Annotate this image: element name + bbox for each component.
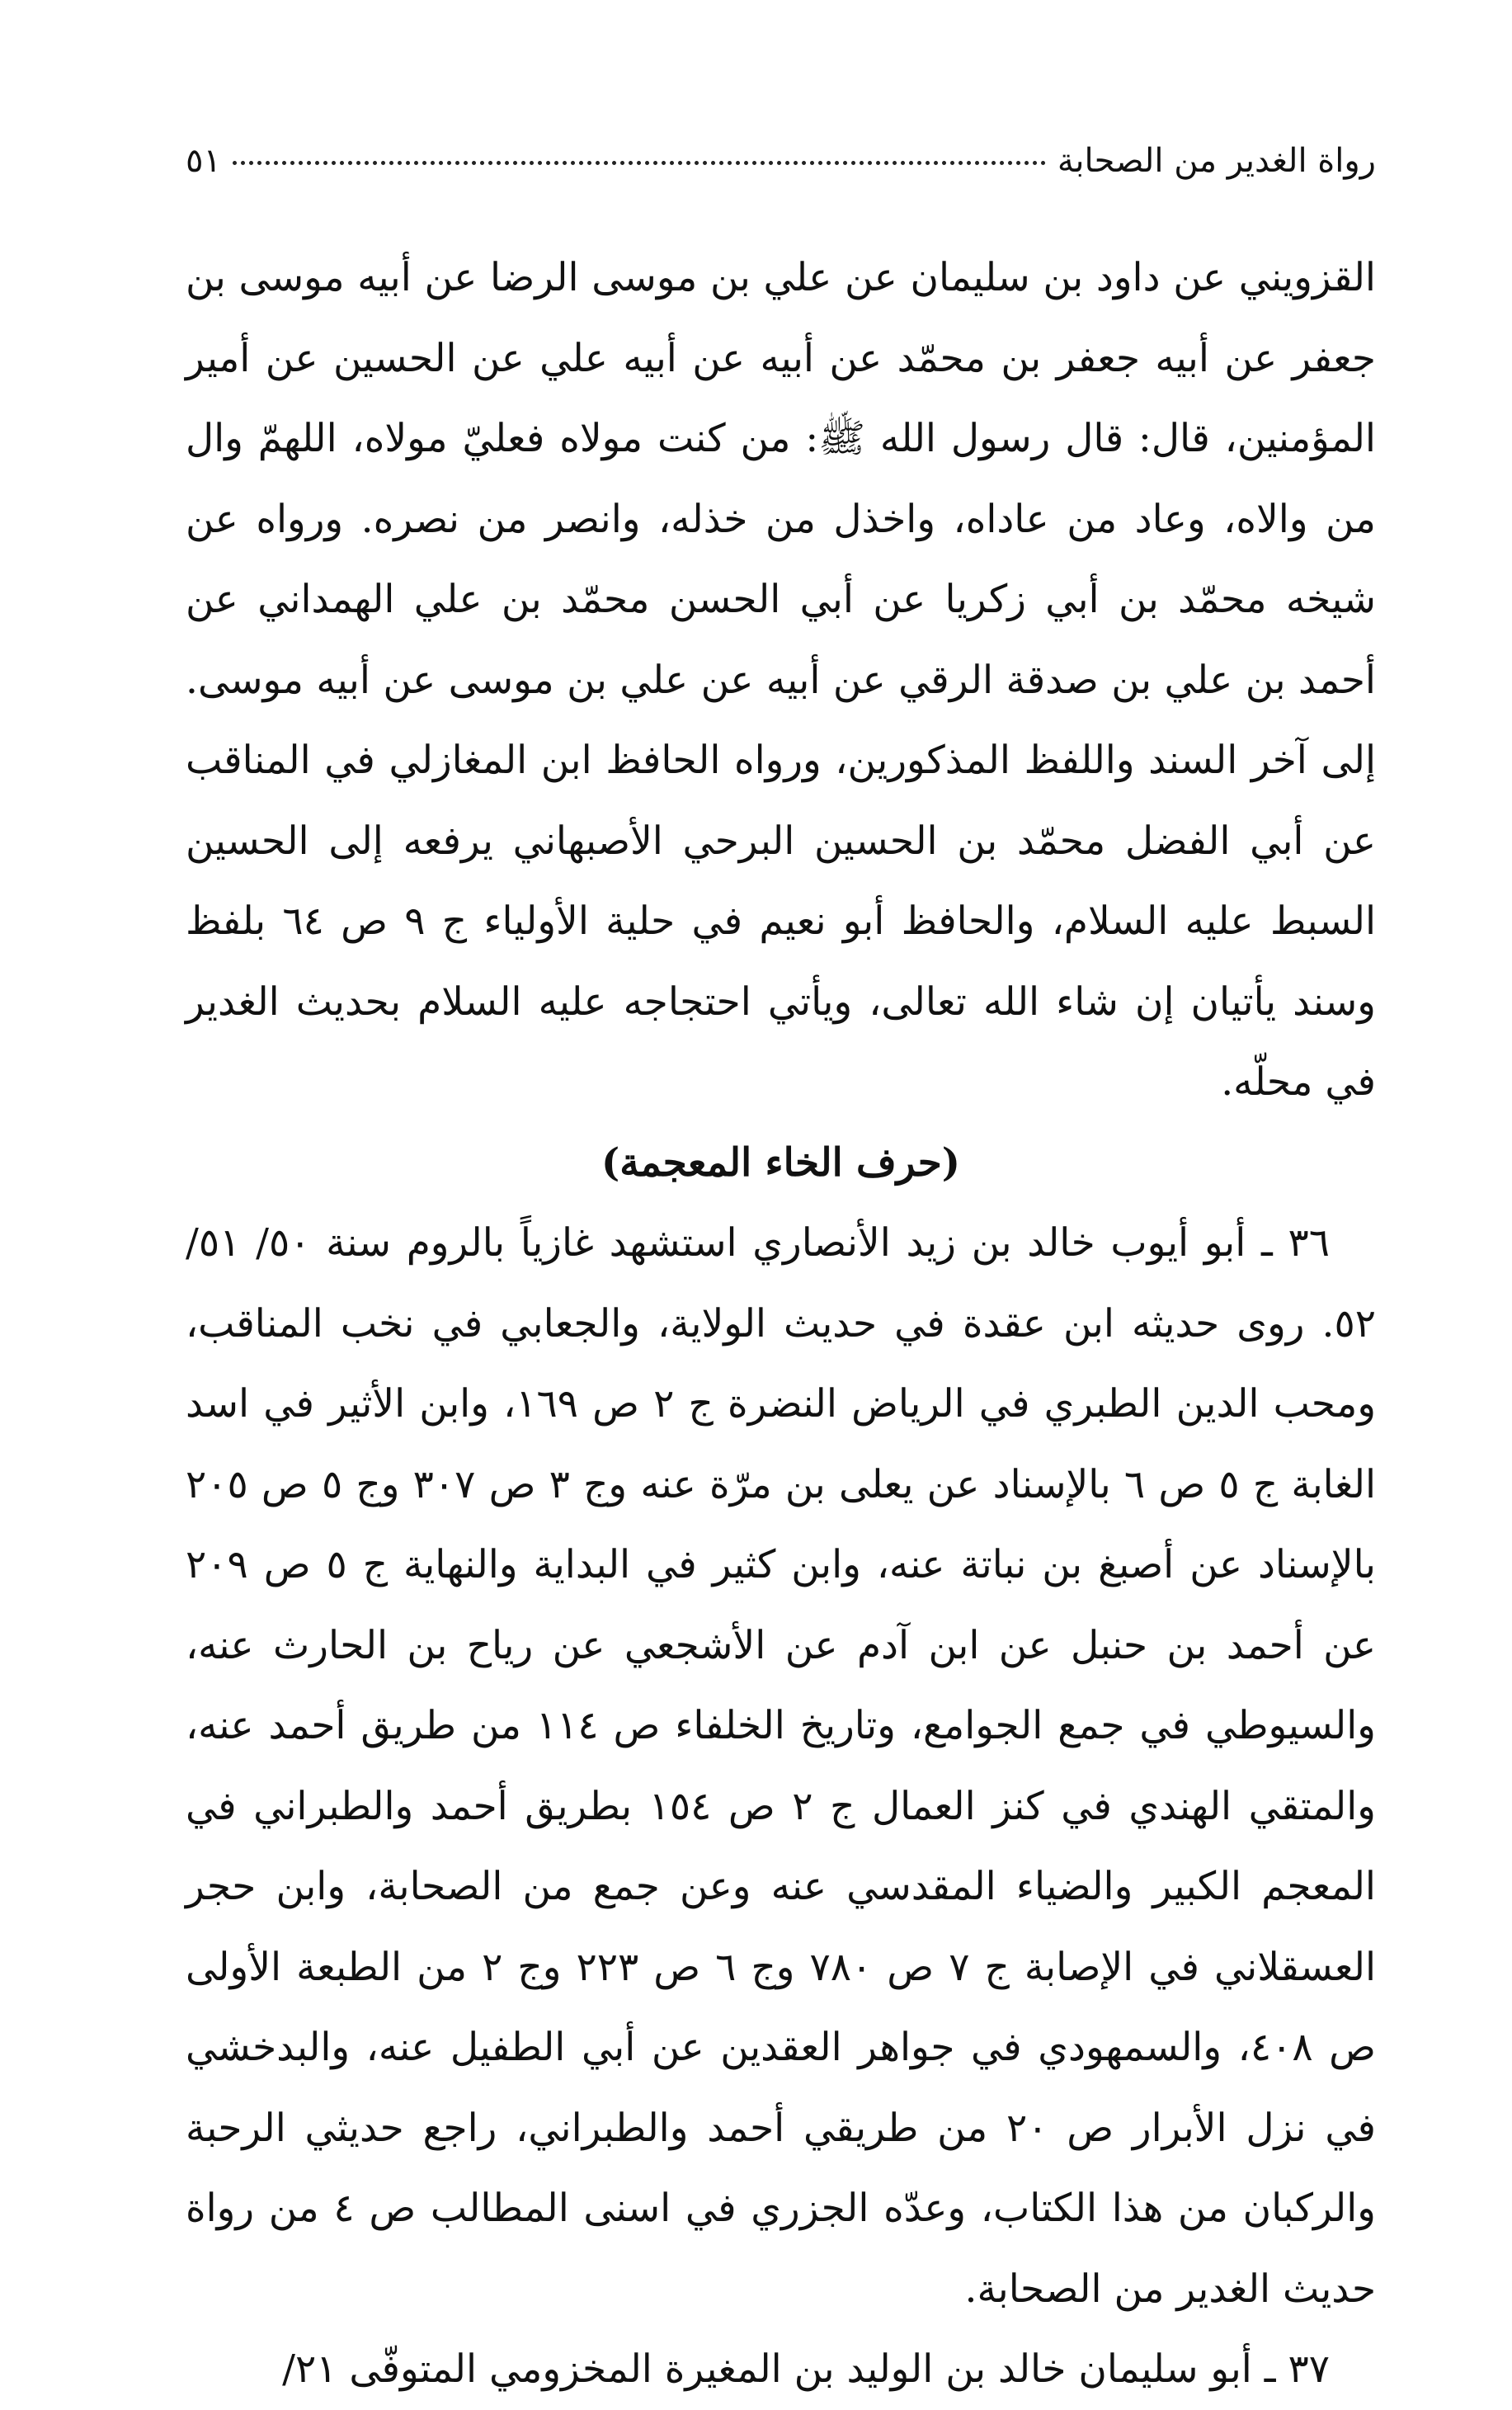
running-header bbox=[186, 136, 1376, 186]
section-heading: (حرف الخاء المعجمة) bbox=[601, 1139, 960, 1186]
paragraph-continuation: القزويني عن داود بن سليمان عن علي بن موسى الرضا عن أبيه موسى بن جعفر عن أبيه جعفر بن محمّد عن أبيه عن أبيه علي عن الحسين عن أمير المؤمنين، قال: قال رسول الله ﷺ: من كنت مولاه فعليّ مولاه، اللهمّ وال من والاه، وعاد من عاداه، واخذل من خذله، وانصر من نصره. ورواه عن شيخه محمّد بن أبي زكريا عن أبي الحسن محمّد بن علي الهمداني عن أحمد بن علي بن صدقة الرقي عن أبيه عن علي بن موسى عن أبيه موسى. إلى آخر السند واللفظ المذكورين، ورواه الحافظ ابن المغازلي في المناقب عن أبي الفضل محمّد بن الحسين البرحي الأصبهاني يرفعه إلى الحسين السبط عليه السلام، والحافظ أبو نعيم في حلية الأولياء ج ٩ ص ٦٤ بلفظ وسند يأتيان إن شاء الله تعالى، ويأتي احتجاجه عليه السلام بحديث الغدير في محلّه. bbox=[186, 255, 1376, 1105]
running-header-title: رواة الغدير من الصحابة bbox=[1057, 142, 1376, 180]
page-number: ٥١ bbox=[186, 142, 221, 180]
entry-37-paragraph: ٣٧ ـ أبو سليمان خالد بن الوليد بن المغيرة المخزومي المتوفّى ٢١/ bbox=[282, 2346, 1330, 2392]
dot-leader bbox=[233, 161, 1046, 165]
page-body bbox=[186, 238, 1376, 2410]
entry-36-paragraph: ٣٦ ـ أبو أيوب خالد بن زيد الأنصاري استشهد غازياً بالروم سنة ٥٠/ ٥١/ ٥٢. روى حديثه ابن عقدة في حديث الولاية، والجعابي في نخب المناقب، ومحب الدين الطبري في الرياض النضرة ج ٢ ص ١٦٩، وابن الأثير في اسد الغابة ج ٥ ص ٦ بالإسناد عن يعلى بن مرّة عنه وج ٣ ص ٣٠٧ وج ٥ ص ٢٠٥ بالإسناد عن أصبغ بن نباتة عنه، وابن كثير في البداية والنهاية ج ٥ ص ٢٠٩ عن أحمد بن حنبل عن ابن آدم عن الأشجعي عن رياح بن الحارث عنه، والسيوطي في جمع الجوامع، وتاريخ الخلفاء ص ١١٤ من طريق أحمد عنه، والمتقي الهندي في كنز العمال ج ٢ ص ١٥٤ بطريق أحمد والطبراني في المعجم الكبير والضياء المقدسي عنه وعن جمع من الصحابة، وابن حجر العسقلاني في الإصابة ج ٧ ص ٧٨٠ وج ٦ ص ٢٢٣ وج ٢ من الطبعة الأولى ص ٤٠٨، والسمهودي في جواهر العقدين عن أبي الطفيل عنه، والبدخشي في نزل الأبرار ص ٢٠ من طريقي أحمد والطبراني، راجع حديثي الرحبة والركبان من هذا الكتاب، وعدّه الجزري في اسنى المطالب ص ٤ من رواة حديث الغدير من الصحابة. bbox=[186, 1220, 1377, 2312]
